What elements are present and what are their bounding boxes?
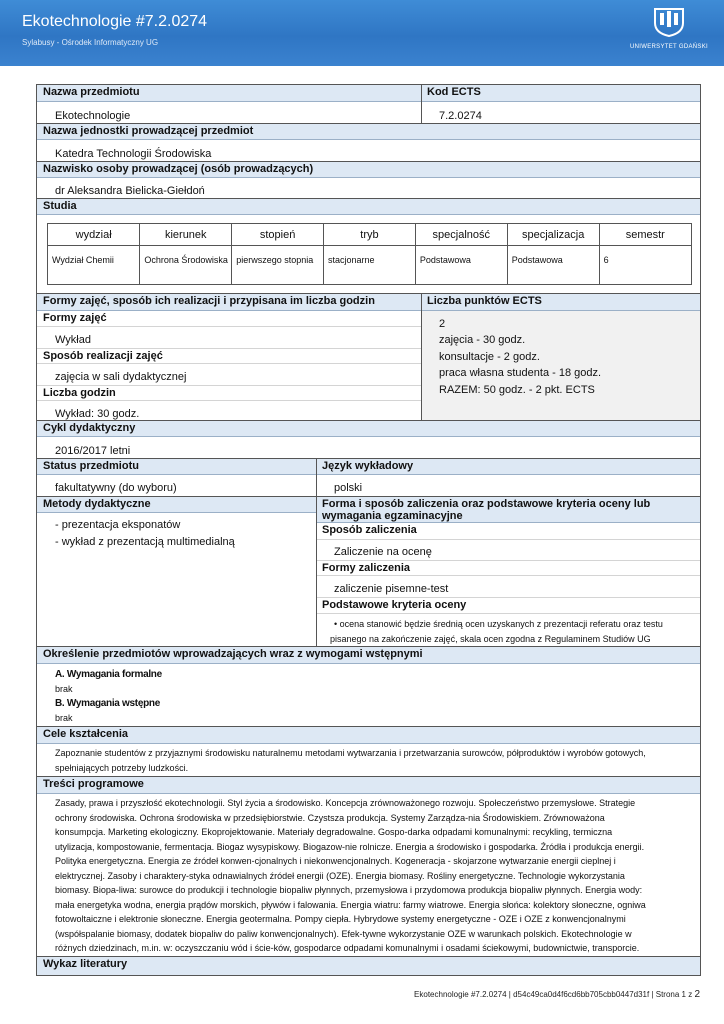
list-item: RAZEM: 50 godz. - 2 pkt. ECTS — [439, 383, 595, 396]
class-forms-label: Formy zajęć — [37, 311, 421, 327]
studies-cell-field: Ochrona Środowiska — [140, 246, 232, 286]
realization-label: Sposób realizacji zajęć — [37, 348, 421, 364]
prereq-formal-label: A. Wymagania formalne — [55, 669, 162, 680]
prereq-label: Określenie przedmiotów wprowadzających wraz z wymogami wstępnymi — [37, 647, 700, 664]
unit-name: Katedra Technologii Środowiska — [55, 148, 212, 160]
content-label: Treści programowe — [37, 777, 700, 794]
language-value: polski — [334, 482, 363, 494]
assessment-forms-label: Formy zaliczenia — [316, 560, 700, 576]
studies-col-field: kierunek — [140, 224, 232, 246]
studies-col-mode: tryb — [324, 224, 416, 246]
table-row — [48, 246, 691, 286]
content-line: (współspalanie biomasy, dodatek biopaliw do paliw konwencjonalnych). Efek-tywne wykorzystanie OZE w warunkach polskich. Ekotechnologie w — [55, 928, 632, 939]
criteria-line-2: pisanego na zakończenie zajęć, skala ocen zgodna z Regulaminem Studiów UG — [330, 634, 651, 644]
university-name: UNIWERSYTET GDAŃSKI — [630, 44, 708, 50]
teacher-label: Nazwisko osoby prowadzącej (osób prowadzących) — [37, 162, 700, 178]
goals-line-1: Zapoznanie studentów z przyjaznymi środowisku naturalnemu metodami wytwarzania i przetwarzania surowców, półproduktów i wyrobów gotowych, — [55, 748, 646, 758]
status-value: fakultatywny (do wyboru) — [55, 482, 177, 494]
goals-line-2: spełniających potrzeby ludzkości. — [55, 763, 189, 773]
studies-col-specialization: specjalizacja — [507, 224, 599, 246]
assessment-forms-value: zaliczenie pisemne-test — [334, 583, 449, 595]
cycle-value: 2016/2017 letni — [55, 445, 131, 457]
studies-label: Studia — [37, 199, 700, 215]
syllabus-document — [36, 84, 701, 976]
teacher-name: dr Aleksandra Bielicka-Giełdoń — [55, 185, 205, 197]
studies-cell-degree: pierwszego stopnia — [232, 246, 324, 286]
list-item: - wykład z prezentacją multimedialną — [55, 536, 235, 548]
content-line: Zasady, prawa i przyszłość ekotechnologii. Styl życia a środowisko. Koncepcja zrównoważonego rozwoju. Społeczeństwo przemysłowe. Strategie — [55, 798, 636, 808]
content-line: fotowoltaiczne i elektronie słoneczne. Energia geotermalna. Pompy ciepła. Hybrydowe systemy energetyczne - OZE i OZE z konwencjonalnymi — [55, 914, 626, 924]
content-line: biomasy. Biopa-liwa: surowce do produkcji i technologie biopaliw płynnych, przemysłowa i przydomowa produkcja biopaliw płynnych. Energia wody: — [55, 885, 643, 895]
ects-points-value: 2 — [439, 318, 446, 330]
prereq-initial-value: brak — [55, 713, 73, 723]
ects-code-label: Kod ECTS — [421, 85, 700, 102]
studies-cell-semester: 6 — [603, 255, 609, 265]
studies-table — [47, 223, 692, 285]
university-crest-icon — [652, 7, 686, 37]
methods-list — [37, 517, 316, 551]
list-item: zajęcia - 30 godz. — [439, 334, 526, 346]
studies-col-specialty: specjalność — [415, 224, 507, 246]
methods-label: Metody dydaktyczne — [37, 497, 316, 513]
footer-text: Ekotechnologie #7.2.0274 | d54c49ca0d4f6cd6bb705cbb0447d31f | Strona 1 z — [414, 990, 693, 999]
content-line: elektrycznej. Zasoby i charaktery-styka odnawialnych źródeł energii (OZE). Energia biomasy. Rośliny energetyczne. Technologie wykorzystania — [55, 870, 625, 881]
content-line: ochrony środowiska. Ochrona środowiska w przedsiębiorstwie. Czystsza produkcja. Systemy Zarządza-nia Środowiskiem. Zrównoważona — [55, 812, 605, 823]
top-banner — [0, 0, 724, 66]
university-logo — [628, 7, 710, 50]
page-subtitle: Sylabusy - Ośrodek Informatyczny UG — [22, 38, 159, 47]
content-line: Polityka energetyczna. Energia ze źródeł konwen-cjonalnych i niekonwencjonalnych. Kogeneracja - skojarzone wytwarzanie energii cieplnej i — [55, 856, 616, 866]
studies-col-faculty: wydział — [48, 224, 140, 246]
subject-name-label: Nazwa przedmiotu — [37, 85, 421, 102]
ects-points-label: Liczba punktów ECTS — [421, 294, 700, 311]
prereq-initial-label: B. Wymagania wstępne — [55, 698, 160, 709]
footer-total-pages: 2 — [694, 989, 700, 1000]
list-item: praca własna studenta - 18 godz. — [439, 367, 602, 379]
hours-label: Liczba godzin — [37, 385, 421, 401]
language-label: Język wykładowy — [316, 459, 700, 475]
assessment-label: Forma i sposób zaliczenia oraz podstawowe kryteria oceny lub wymagania egzaminacyjne — [316, 497, 700, 523]
list-item: - prezentacja eksponatów — [55, 519, 181, 531]
forms-section-label: Formy zajęć, sposób ich realizacji i przypisana im liczba godzin — [37, 294, 421, 311]
cycle-label: Cykl dydaktyczny — [37, 421, 700, 437]
assessment-mode-label: Sposób zaliczenia — [316, 523, 700, 540]
ects-breakdown — [421, 332, 700, 398]
page-title: Ekotechnologie #7.2.0274 — [22, 13, 208, 30]
content-line: konsumpcja. Marketing ekologiczny. Ekoprojektowanie. Materiały degradowalne. Gospo-darka odpadami komunalnymi: recykling, termiczna — [55, 827, 613, 837]
goals-label: Cele kształcenia — [37, 727, 700, 744]
criteria-label: Podstawowe kryteria oceny — [316, 597, 700, 614]
studies-cell-specialty: Podstawowa — [415, 246, 507, 286]
subject-name: Ekotechnologie — [55, 110, 131, 122]
hours-value: Wykład: 30 godz. — [55, 408, 140, 420]
studies-col-semester: semestr — [599, 224, 691, 246]
content-line: mała energetyka wodna, energia prądów morskich, pływów i falowania. Energia wiatru: farmy wiatrowe. Energia słońca: kolektory słoneczne, ogniwa — [55, 899, 646, 910]
literature-label: Wykaz literatury — [37, 957, 700, 975]
content-line: utylizacja, kompostowanie, fermentacja. Biogaz wysypiskowy. Biogazow-nie rolnicze. Energia a środowisko i gospodarka. Źródła i produkcja energii. — [55, 841, 645, 852]
status-label: Status przedmiotu — [37, 459, 316, 475]
class-forms-value: Wykład — [55, 334, 91, 346]
studies-cell-specialization: Podstawowa — [507, 246, 599, 286]
studies-cell-mode: stacjonarne — [324, 246, 416, 286]
criteria-line-1: • ocena stanowić będzie średnią ocen uzyskanych z prezentacji referatu oraz testu — [334, 619, 663, 629]
list-item: konsultacje - 2 godz. — [439, 350, 540, 363]
content-text — [37, 796, 700, 956]
assessment-mode-value: Zaliczenie na ocenę — [334, 546, 432, 558]
prereq-formal-value: brak — [55, 684, 73, 694]
content-line: różnych dziedzinach, m.in. w: oczyszczaniu wód i ście-ków, gospodarce odpadami komunalnymi i osadami ściekowymi, budownictwie, transporcie. — [55, 943, 640, 953]
realization-value: zajęcia w sali dydaktycznej — [55, 371, 187, 383]
ects-code: 7.2.0274 — [439, 110, 482, 122]
unit-label: Nazwa jednostki prowadzącej przedmiot — [37, 124, 700, 140]
studies-cell-faculty: Wydział Chemii — [48, 246, 140, 286]
studies-col-degree: stopień — [232, 224, 324, 246]
page-footer — [414, 989, 700, 1000]
